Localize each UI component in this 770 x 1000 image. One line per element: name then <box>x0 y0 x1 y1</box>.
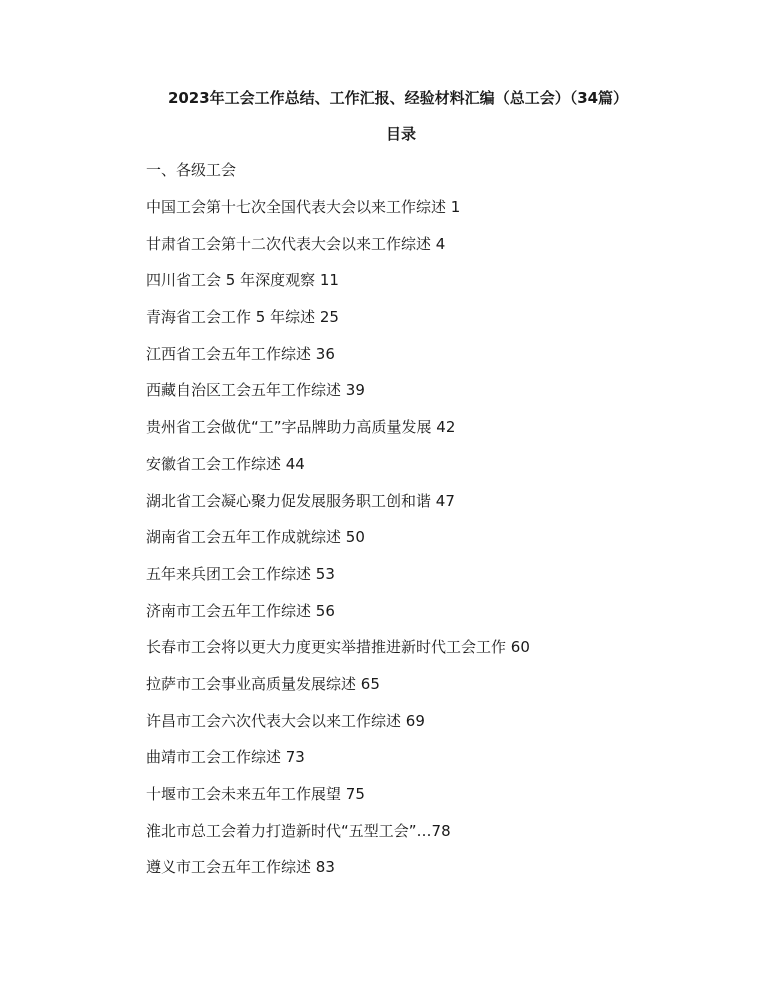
toc-item: 安徽省工会工作综述 44 <box>146 454 305 473</box>
section-heading: 一、各级工会 <box>146 161 237 179</box>
toc-item: 曲靖市工会工作综述 73 <box>146 748 305 767</box>
toc-item: 青海省工会工作 5 年综述 25 <box>146 308 339 327</box>
toc-item: 十堰市工会未来五年工作展望 75 <box>146 785 365 803</box>
toc-item: 中国工会第十七次全国代表大会以来工作综述 1 <box>146 198 461 216</box>
toc-item: 许昌市工会六次代表大会以来工作综述 69 <box>146 711 425 730</box>
toc-item: 长春市工会将以更大力度更实举措推进新时代工会工作 60 <box>146 638 530 657</box>
toc-item: 江西省工会五年工作综述 36 <box>146 344 335 363</box>
toc-list <box>146 196 530 893</box>
toc-item: 贵州省工会做优“工”字品牌助力高质量发展 42 <box>146 418 456 437</box>
toc-heading: 目录 <box>385 125 416 143</box>
toc-item: 甘肃省工会第十二次代表大会以来工作综述 4 <box>146 234 446 253</box>
toc-item: 四川省工会 5 年深度观察 11 <box>146 271 339 290</box>
toc-item: 西藏自治区工会五年工作综述 39 <box>146 381 365 400</box>
toc-item: 拉萨市工会事业高质量发展综述 65 <box>146 674 380 693</box>
toc-item: 济南市工会五年工作综述 56 <box>146 601 335 620</box>
toc-item: 遵义市工会五年工作综述 83 <box>146 858 335 877</box>
document-title: 2023年工会工作总结、工作汇报、经验材料汇编（总工会）（34篇） <box>167 89 629 107</box>
toc-item: 五年来兵团工会工作综述 53 <box>146 564 335 583</box>
toc-item: 湖南省工会五年工作成就综述 50 <box>146 528 365 547</box>
toc-item: 淮北市总工会着力打造新时代“五型工会”…78 <box>146 821 451 840</box>
toc-item: 湖北省工会凝心聚力促发展服务职工创和谐 47 <box>146 491 455 510</box>
